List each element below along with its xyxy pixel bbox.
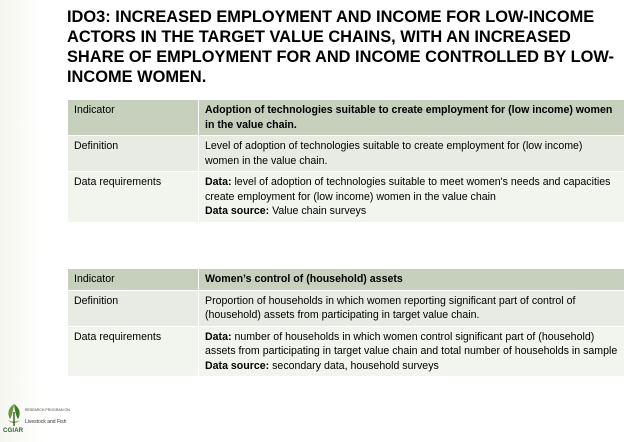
table-row-data-requirements [68, 326, 625, 377]
indicator-value: Women’s control of (household) assets [199, 269, 625, 291]
table-row-data-requirements [68, 172, 625, 223]
indicator-label: Indicator [68, 269, 199, 291]
data-requirements-value [199, 326, 625, 377]
indicator-value: Adoption of technologies suitable to create employment for (low income) women in the value chain. [199, 100, 625, 136]
data-prefix: Data: [205, 330, 232, 343]
data-source-text: Value chain surveys [269, 205, 367, 217]
sidebar-tint [0, 0, 44, 442]
definition-value: Proportion of households in which women reporting significant part of control of (household) assets from participating in target value chain. [199, 290, 625, 326]
data-requirements-label: Data requirements [68, 172, 199, 223]
data-prefix: Data: [205, 176, 232, 188]
logo-program-name: Livestock and Fish [25, 419, 67, 425]
definition-label: Definition [68, 136, 199, 172]
logo-wordmark: CGIAR [3, 428, 24, 434]
data-text: level of adoption of technologies suitable to meet women's needs and capacities create employment for (low income) women in the value chain [205, 176, 611, 203]
table-row-definition [68, 290, 625, 326]
table-row-definition [68, 136, 625, 172]
data-source-prefix: Data source: [205, 205, 270, 217]
data-requirements-value [199, 172, 625, 223]
data-text: number of households in which women control significant part of (household) assets from participating in target value chain and total number of households in sample [205, 330, 618, 357]
table-row-indicator [68, 100, 625, 136]
indicator-table-2 [67, 268, 625, 377]
data-source-prefix: Data source: [205, 359, 270, 372]
definition-value: Level of adoption of technologies suitable to create employment for (low income) women in the value chain. [199, 136, 625, 172]
indicator-label: Indicator [68, 100, 199, 136]
cgiar-logo [2, 400, 70, 438]
left-sidebar [0, 0, 47, 442]
cgiar-leaf-icon [4, 402, 24, 428]
logo-research-program: RESEARCH PROGRAM ON [25, 408, 70, 412]
definition-label: Definition [68, 290, 199, 326]
indicator-table-1 [67, 99, 625, 223]
data-requirements-label: Data requirements [68, 326, 199, 377]
data-source-text: secondary data, household surveys [269, 359, 439, 372]
slide-title: IDO3: INCREASED EMPLOYMENT AND INCOME FOR LOW-INCOME ACTORS IN THE TARGET VALUE CHAINS, WITH AN INCREASED SHARE OF EMPLOYMENT FOR AND INCOME CONTROLLED BY LOW-INCOME WOMEN. [67, 8, 614, 86]
table-row-indicator [68, 269, 625, 291]
